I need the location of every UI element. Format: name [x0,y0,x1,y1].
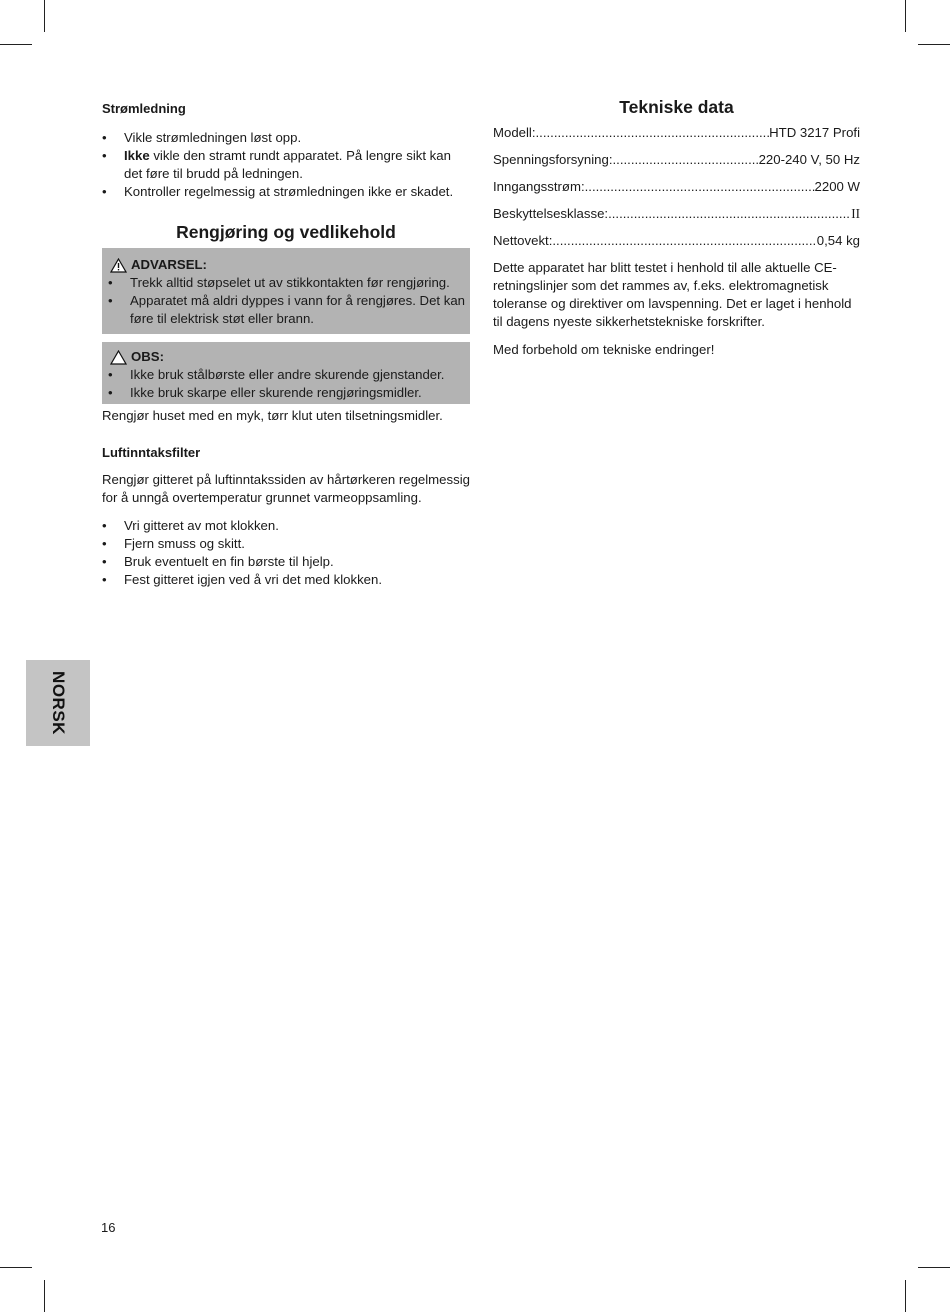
crop-mark [0,44,32,45]
list-item: • Vri gitteret av mot klokken. [102,518,279,533]
bullet: • [102,148,107,163]
spec-row-model: Modell: ..... HTD 3217 Profi [493,124,860,142]
bullet: • [108,293,113,308]
bullet: • [108,367,113,382]
list-item: • Fest gitteret igjen ved å vri det med klokken. [102,572,383,587]
crop-mark [905,1280,906,1312]
power-cord-heading: Strømledning [102,101,186,116]
air-filter-heading: Luftinntaksfilter [102,445,201,460]
list-item: • Trekk alltid støpselet ut av stikkontakten før rengjøring. [108,275,450,290]
language-tab [26,660,90,746]
list-item: • Apparatet må aldri dyppes i vann for å rengjøres. Det kan føre til elektrisk støt eller brann. [108,293,465,326]
warning-header [102,256,470,274]
bullet: • [102,554,107,569]
warning-triangle-icon [110,258,127,273]
air-filter-list [102,517,470,589]
housing-cleaning-text: Rengjør huset med en myk, tørr klut uten tilsetningsmidler. [102,408,443,423]
bullet: • [102,572,107,587]
bullet: • [102,518,107,533]
crop-mark [918,1267,950,1268]
list-item: • Vikle strømledningen løst opp. [102,130,302,145]
caution-box [102,342,470,404]
conformity-text: Dette apparatet har blitt testet i henhold til alle aktuelle CE-retningslinjer som det rammes av, f.eks. elektromagnetisk toleranse og direktiver om lavspenning. Det er laget i henhold til dagens nyeste sikkerhetstekniske forskrifter. [493,260,852,329]
list-item: • Kontroller regelmessig at strømledningen ikke er skadet. [102,184,454,199]
bullet: • [108,275,113,290]
caution-header [102,348,470,366]
crop-mark [44,1280,45,1312]
warning-box [102,248,470,334]
list-item: • Ikke bruk stålbørste eller andre skurende gjenstander. [108,367,445,382]
crop-mark [905,0,906,32]
spec-row-net-weight: Nettovekt: ..... 0,54 kg [493,232,860,250]
power-cord-list [102,129,470,201]
caution-label: OBS: [131,349,164,364]
reservation-text: Med forbehold om tekniske endringer! [493,342,715,357]
crop-mark [0,1267,32,1268]
spec-row-power: Inngangsstrøm: ..... 2200 W [493,178,860,196]
warning-label: ADVARSEL: [131,257,207,272]
caution-list [102,366,470,402]
spec-row-voltage: Spenningsforsyning: ..... 220-240 V, 50 Hz [493,151,860,169]
list-item: • Ikke vikle den stramt rundt apparatet. På lengre sikt kan det føre til brudd på ledningen. [102,148,451,181]
bullet: • [102,184,107,199]
warning-list [102,274,470,328]
crop-mark [918,44,950,45]
left-column [102,96,470,589]
cleaning-title: Rengjøring og vedlikehold [176,222,396,242]
leader-dots [552,232,816,250]
list-item: • Bruk eventuelt en fin børste til hjelp. [102,554,334,569]
leader-dots [608,205,851,223]
bullet: • [102,536,107,551]
page-number: 16 [101,1220,116,1235]
leader-dots [613,151,759,169]
air-filter-text: Rengjør gitteret på luftinntakssiden av hårtørkeren regelmessig for å unngå overtemperatur grunnet varmeoppsamling. [102,472,470,505]
spec-table [493,124,860,250]
spec-row-protection-class: Beskyttelsesklasse: ..... II [493,205,860,223]
list-item: • Fjern smuss og skitt. [102,536,245,551]
bullet: • [102,130,107,145]
language-tab-label: NORSK [49,671,68,735]
right-column [493,96,860,359]
bullet: • [108,385,113,400]
caution-triangle-icon [110,350,127,365]
technical-data-title: Tekniske data [619,97,734,117]
list-item: • Ikke bruk skarpe eller skurende rengjøringsmidler. [108,385,422,400]
leader-dots [585,178,815,196]
leader-dots [536,124,770,142]
crop-mark [44,0,45,32]
